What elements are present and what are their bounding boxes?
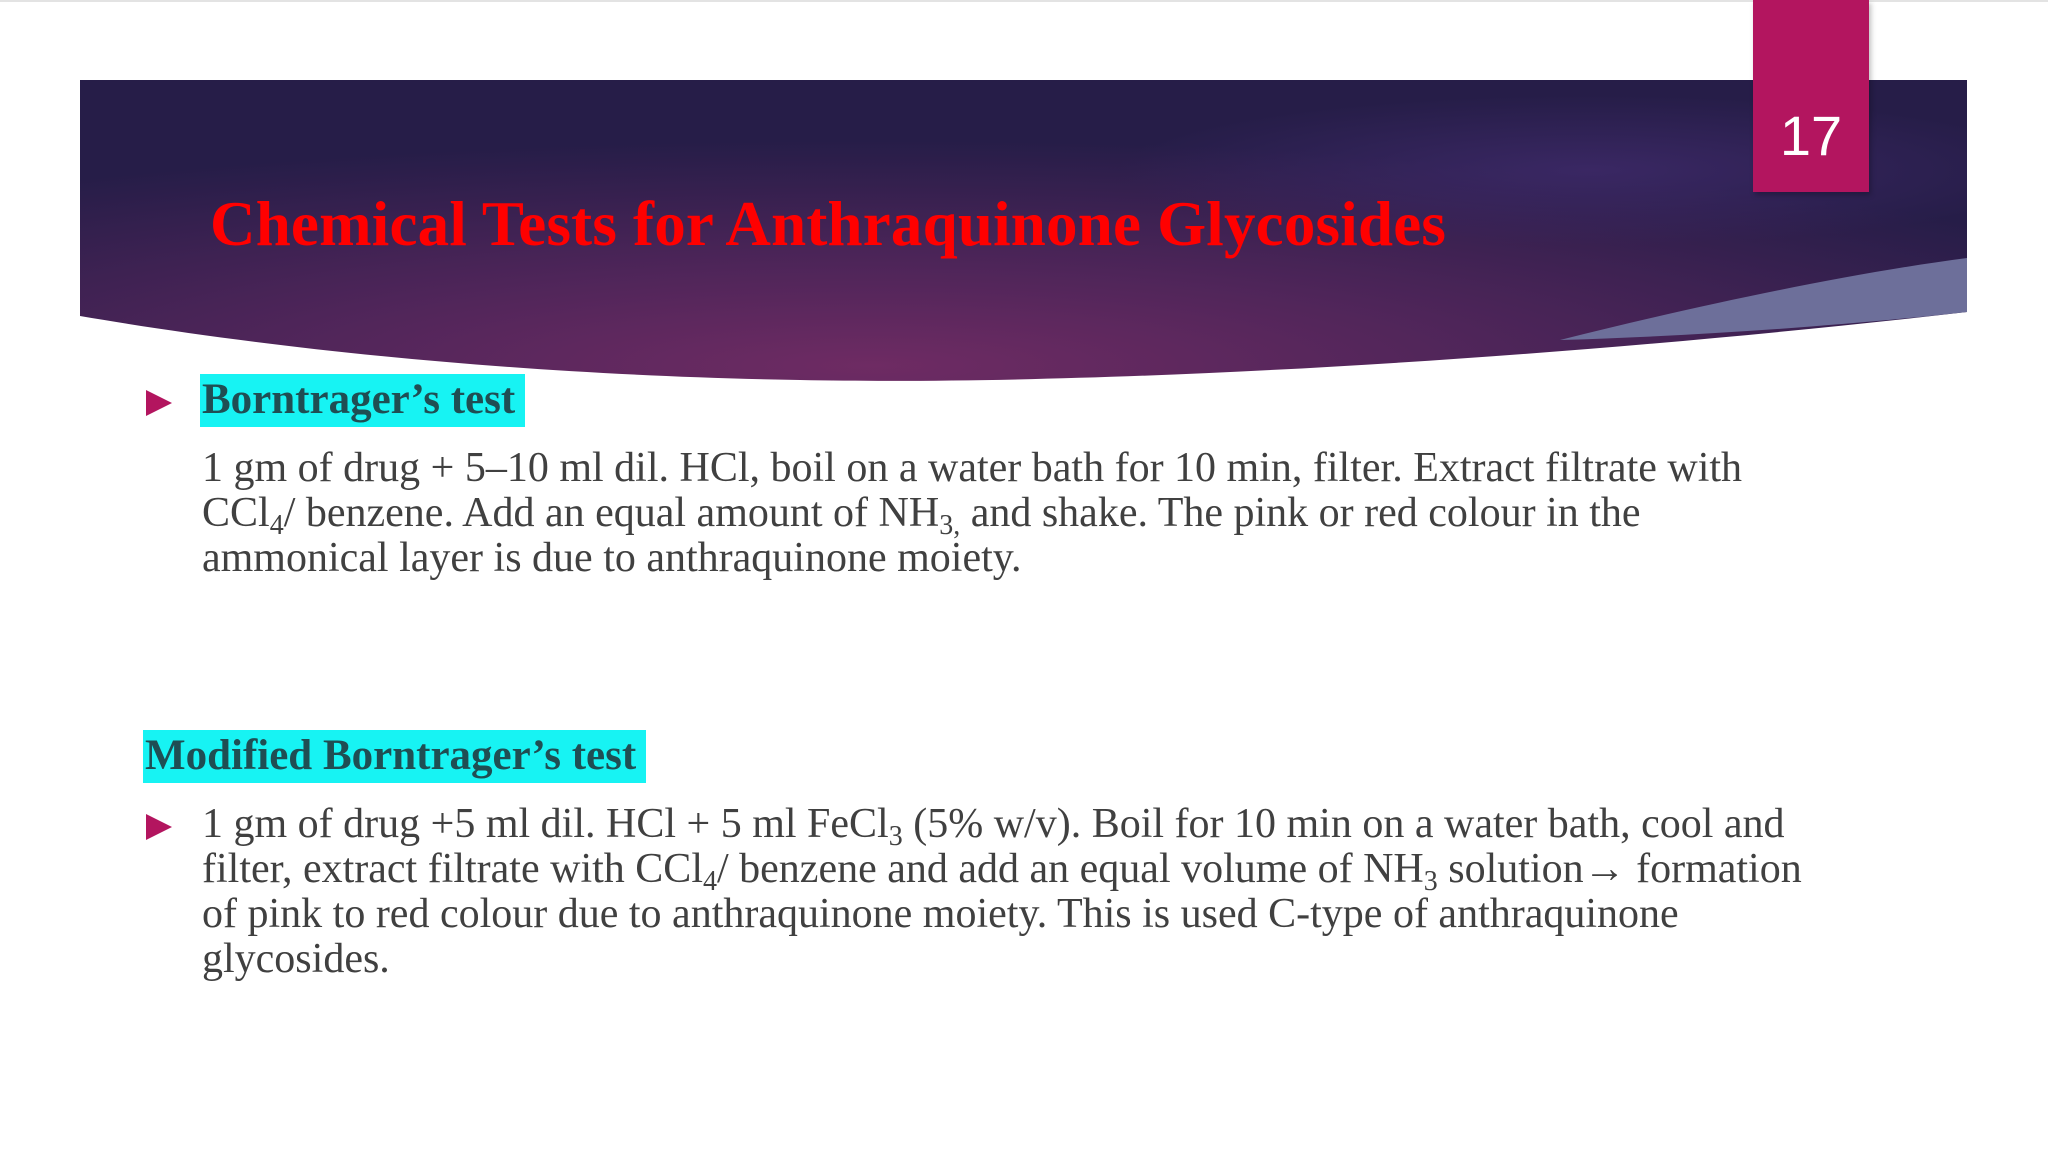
modified-line-4: glycosides. bbox=[202, 936, 390, 982]
modified-line-1: 1 gm of drug +5 ml dil. HCl + 5 ml FeCl$_3$ (5% w/v). Boil for 10 min on a water bath, cool and bbox=[202, 801, 1785, 852]
borntrager-line-3: ammonical layer is due to anthraquinone moiety. bbox=[202, 535, 1022, 581]
borntrager-line-1: 1 gm of drug + 5–10 ml dil. HCl, boil on a water bath for 10 min, filter. Extract filtrate with bbox=[202, 445, 1743, 491]
slide-number: 17 bbox=[1753, 0, 1869, 192]
slide-title: Chemical Tests for Anthraquinone Glycosides bbox=[210, 189, 1447, 259]
borntrager-description bbox=[202, 446, 1742, 581]
section-heading-modified-borntrager: Modified Borntrager’s test bbox=[143, 730, 646, 783]
bullet-arrow-icon bbox=[146, 814, 172, 840]
borntrager-line-2: CCl$_4$/ benzene. Add an equal amount of $NH_{3,}$ and shake. The pink or red colour in the bbox=[202, 490, 1641, 541]
modified-borntrager-description bbox=[202, 802, 1802, 982]
section-heading-borntrager: Borntrager’s test bbox=[200, 374, 525, 427]
bullet-arrow-icon bbox=[146, 390, 172, 416]
modified-line-2: filter, extract filtrate with CCl$_4$/ benzene and add an equal volume of $NH_3$ solution→ formation bbox=[202, 846, 1802, 897]
modified-line-3: of pink to red colour due to anthraquinone moiety. This is used C-type of anthraquinone bbox=[202, 891, 1679, 937]
